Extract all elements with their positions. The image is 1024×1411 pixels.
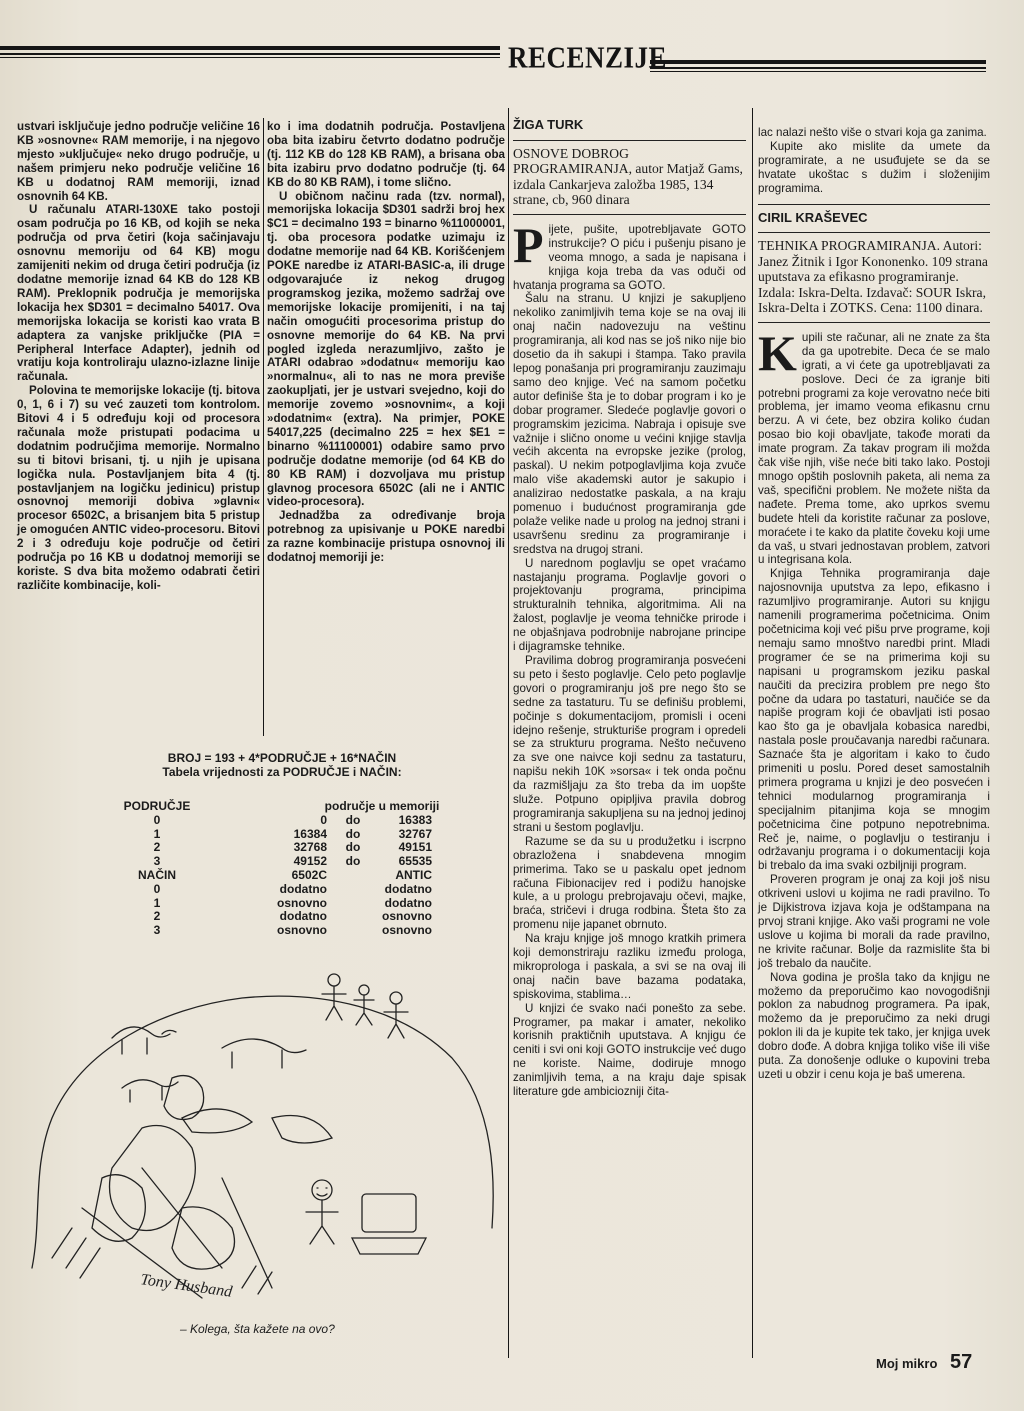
- value-cell: 1: [153, 826, 161, 841]
- paragraph: U knjizi će svako naći ponešto za sebe. Programer, pa makar i amater, nekoliko korisnih praktičnih uputstava. A knjigu će ceniti i svi oni koji GOTO instrukcije već dugo ne koriste. Naime, dodiruje mnogo zanimljivih tema, a na kraju daje spisak literature gde ambiciozniji čita-: [513, 1001, 746, 1099]
- header-cell: područje u memoriji: [324, 799, 440, 813]
- value-cell: 1: [153, 895, 161, 910]
- value-cell: dodatno: [384, 881, 432, 896]
- paragraph: Proveren program je onaj za koji još nisu otkriveni uslovi u kojima ne radi pravilno. To je Dijkistrova izjava koja je odštampana na prvoj strani knjige. Ako vaši programi ne vole uslove u kojima bi morali da rade pravilno, ne krivite računar. Bolje da razmislite šta bi još trebalo da naučite.: [758, 873, 990, 970]
- memory-table: [62, 751, 502, 938]
- value-cell: 3: [153, 923, 161, 938]
- header-rule-left-thick: [0, 46, 500, 50]
- paragraph: Kupite ako mislite da umete da programirate, a ne usuđujete se da se hvatate ukoštac s dužim i složenijim programima.: [758, 139, 990, 195]
- paragraph: Šalu na stranu. U knjizi je sakupljeno nekoliko zanimljivih tema koje se na ovaj ili onaj način nadovezuju na veštinu programiranja, ali kod nas se još niko nije bio dosetio da ih sakupi i štampa. Tako pravila lepog ponašanja pri programiranju zauzimaju samo deo knjige. Već na samom početku autor definiše šta je to dobar program i ko je dobar programer. Sledeće poglavlje govori o programskim jezicima. Nabraja i opisuje sve važnije i slično onome u većini knjige stavlja većih akcenta na evropske jezike (prolog, paskal). U nekim potpoglavljima koja zvuče malo više akademski autor je sakupio i analizirao nedostatke paskala, a na kraju pomenuo i budućnost programiranja gde polaže velike nade u prolog na jednoj strani i usavršenu sredinu za programiranje i sredstva na drugoj strani.: [513, 292, 746, 556]
- paragraph: Pravilima dobrog programiranja posvećeni su peto i šesto poglavlje. Celo peto poglavlje govori o programiranju još pre nego što se sedne za tastaturu. Tu se definišu problemi, počinje s dokumentacijom, promisli i oceni idejno rešenje, strukturiše program i opredeli se za strukturu programa. Nešto nečuveno za sve one naivce koji sednu za tastaturu, napišu nekih 10K »sorsa« i tek onda počnu da razmišljaju za što treba da im uopšte služe. Potpuno opipljiva pravila dobrog programiranja sakupljena su na jednoj jedinoj strani u šestom poglavlju.: [513, 654, 746, 834]
- paragraph: upili ste računar, ali ne znate za šta da ga upotrebite. Deca će se malo igrati, a vi ćete ga upotrebljavati za poslove. Deci će za igranje biti potrebni programi za koje verovatno neće biti problema, jer imamo veoma efikasnu crnu berzu. A vi ćete, bez obzira koliko ćudan posao bio koji obavljate, takođe morati da imate program. Za takav program ili možda čak više njih, više neće biti tako lako. Postoji mnogo opštih poslovnih paketa, ali nema za vaš, specifični problem. Ne možete ništa da nađete. Prema tome, ako uprkos svemu budete hteli da koristite računar za poslove, moraćete i te kako da platite čoveku koji ume da vaš, u stvari jednostavan problem, zatvori u integrisana kola.: [758, 330, 990, 567]
- paragraph: Knjiga Tehnika programiranja daje najosnovnija uputstva za lepo, efikasno i razumljivo programiranje. Autori su knjigu namenili programerima početnicima. Onim početnicima koji već pišu prve programe, koji nemaju samo mnoštvo naredbi print. Mladi programer će se na primerima koji su napisani u programskom jeziku paskal naučiti da precizira problem pre nego što počne da udara po tastaturi, naučiće se da napiše program koji će obavljati isti posao kao što ga je obavljala kobasica naredbi, nastala posle proučavanja naredbi računara. Saznaće šta je algoritam i kako to čudo primeniti u poslu. Pored deset samostalnih primera programa u knjizi je deo posvećen i tehnici modularnog programiranja i specijalnim pitanjima koja se mnogim početnicima čine potpuno nepotrebnima. Reč je, naime, o poglavlju o testiranju i održavanju programa i o dokumentaciji koja bi trebalo da ima svaki ozbiljniji program.: [758, 567, 990, 873]
- paragraph: U narednom poglavlju se opet vraćamo nastajanju programa. Poglavlje govori o projektovanju programa, principima strukturalnih tehnika, algoritmima. Ali na žalost, poglavlje je veoma tehničke prirode i ne objašnjava podrobnije nabrojane principe i dijagramske tehnike.: [513, 556, 746, 654]
- value-cell: do: [345, 812, 361, 827]
- value-cell: ANTIC: [395, 867, 432, 882]
- header-cell: PODRUČJE: [123, 799, 191, 813]
- cartoon-illustration: [22, 968, 500, 1318]
- value-cell: 6502C: [291, 867, 327, 882]
- value-cell: osnovno: [277, 923, 327, 938]
- value-cell: do: [345, 826, 361, 841]
- value-cell: do: [345, 840, 361, 855]
- value-cell: osnovno: [277, 895, 327, 910]
- paragraph: Nova godina je prošla tako da knjigu ne možemo da preporučimo kao novogodišnji poklon za nabudnog programera. Pa ipak, možemo da je preporučimo za neki drugi poklon ili da je kupite tek tako, jer knjiga uvek dobro dođe. A dobra knjiga toliko više ili više puta. Za donošenje odluke o kupovini treba uzeti u obzir i cenu koja je baš umerena.: [758, 970, 991, 1081]
- header-rule-left-thin: [0, 53, 500, 55]
- value-cell: 16384: [293, 826, 327, 841]
- column-divider-1: [263, 118, 264, 736]
- paragraph: U računalu ATARI-130XE tako postoji osam područja po 16 KB, od kojih se neka područja od prva četiri (koja sačinjavaju osnovnu memoriju od 64 KB) mogu zamijeniti nekim od druga četiri područja (iz dodatne memorije iznad 64 KB do 128 KB RAM). Preklopnik područja je memorijska lokacija hex $D301 = decimalno 54017. Ova memorijska lokacija se koristi kao vrata B adaptera za vanjske priključke (PIA = Peripheral Interface Adapter), jednih od vratiju koja kontroliraju ulazno-izlazne linije računala.: [17, 203, 260, 384]
- magazine-name: Moj mikro: [876, 1356, 938, 1371]
- value-cell: 0: [153, 812, 161, 827]
- article-column-2: [267, 120, 505, 565]
- section-title: RECENZIJE: [508, 39, 668, 75]
- book-info: OSNOVE DOBROG PROGRAMIRANJA, autor Matjaž Gams, izdala Cankarjeva založba 1985, 134 strane, cb, 960 dinara: [513, 140, 746, 215]
- paragraph: lac nalazi nešto više o stvari koja ga zanima.: [758, 126, 987, 139]
- column-divider-2: [508, 108, 509, 1358]
- table-caption: Tabela vrijednosti za PODRUČJE i NAČIN:: [162, 764, 402, 779]
- value-cell: dodatno: [384, 895, 432, 910]
- right-header: [282, 800, 482, 814]
- value-cell: 32768: [293, 840, 327, 855]
- article-column-1: [17, 120, 260, 593]
- cartoon-caption: – Kolega, šta kažete na ovo?: [180, 1322, 335, 1336]
- dropcap: K: [758, 324, 797, 381]
- review-author: CIRIL KRAŠEVEC: [758, 204, 990, 225]
- value-cell: 49152: [293, 854, 327, 869]
- value-cell: 0: [153, 881, 161, 896]
- value-cell: 2: [153, 840, 161, 855]
- value-cell: do: [345, 854, 361, 869]
- paragraph: Polovina te memorijske lokacije (tj. bitova 0, 1, 6 i 7) su već zauzeti tom kontrolom. Bitovi 4 i 5 određuju koji od procesora računala može pristupati podacima u dodatnim područjima memorije. Normalno su ti bitovi brisani, tj. u njih je upisana logička nula. Postavljanjem bita 4 (tj. postavljanjem na logičku jedinicu) pristup osnovnoj memoriji dobiva »glavni« procesor 6502C, a brisanjem bita 5 pristup je omogućen ANTIC video-procesoru. Bitovi 2 i 3 određuju koje područje od četiri područja po 16 KB u dodatnoj memoriji se koriste. S dva bita možemo odabrati četiri različite kombinacije, koli-: [17, 384, 260, 592]
- value-cell: 16383: [398, 812, 432, 827]
- review-column-1: [513, 118, 746, 1099]
- column-divider-3: [752, 108, 753, 1358]
- paragraph: Razume se da su u produžetku i iscrpno obrazložena i snabdevena mnogim primerima. Tako se u paskalu opet jednom računa Fibionacijev red i podižu hanojske kule, a u prologu prebrojavaju očevi, majke, braća, stričevi i druga rodbina. Šteta što za promenu nije japanet obrnuto.: [513, 834, 746, 932]
- header-rule-left-thin2: [0, 57, 500, 58]
- value-cell: dodatno: [279, 881, 327, 896]
- paragraph: U običnom načinu rada (tzv. normal), memorijska lokacija $D301 sadrži broj hex $C1 = decimalno 193 = binarno %11000001, tj. oba procesora podatke uzimaju iz dodatne memorije nad 64 KB. Korišćenjem POKE naredbe iz ATARI-BASIC-a, ili druge odgovarajuće iz nekog drugog programskog jezika, možemo sadržaj ove memorijske lokacije promijeniti, i na taj način omogućiti procesorima pristup do osnovne memorije do 64 KB. Na prvi pogled izgleda nerazumljivo, zašto je ATARI odabrao »dodatnu« memoriju kao »normalnu«, ali to nas ne mora previše zaokupljati, jer je ustvari svejedno, koji do memorije zovemo »osnovnim«, a koji »dodatnim« (extra). Na primjer, POKE 54017,225 (decimalno 225 = hex $E1 = binarno %11100001) odabire samo prvo područje dodatne memorije (od 64 KB do 80 KB RAM) i dozvoljava mu pristup glavnog procesora 6502C (ali ne i ANTIC video-procesora).: [267, 189, 505, 509]
- paragraph: Jednadžba za određivanje broja potrebnog za upisivanje u POKE naredbi za razne kombinacije pristupa osnovnoj ili dodatnoj memoriji je:: [267, 509, 505, 565]
- right-col-c: [362, 814, 432, 938]
- review-author: ŽIGA TURK: [513, 117, 584, 132]
- value-cell: 2: [153, 909, 161, 924]
- paragraph: ustvari isključuje jedno područje veličine 16 KB »osnovne« RAM memorije, i na njegovo mjesto »uključuje« neko drugo područje, u našem primjeru neko područje veličine 16 KB u dodatnoj RAM memoriji, iznad osnovnih 64 KB.: [17, 120, 260, 203]
- paragraph: ijete, pušite, upotrebljavate GOTO instrukcije? O piću i pušenju pisano je veoma mnogo, a sada je napisana i knjiga koja treba da vas oduči od hvatanja programa sa GOTO.: [513, 222, 746, 292]
- value-cell: osnovno: [382, 909, 432, 924]
- cartoon-signature: Tony Husband: [139, 1271, 234, 1301]
- paragraph: Na kraju knjige još mnogo kratkih primera koji demonstriraju razliku između prologa, mikroprologa i paskala, a svi se na ovaj ili onaj način bave bazama podataka, spiskovima, stablima…: [513, 932, 746, 1001]
- header-rule-right-thin2: [650, 71, 986, 72]
- left-column: [102, 800, 212, 938]
- header-rule-right-thick: [650, 60, 986, 64]
- right-col-a: [267, 814, 327, 938]
- value-cell: osnovno: [382, 923, 432, 938]
- review-column-2: [758, 126, 990, 1082]
- value-cell: 3: [153, 854, 161, 869]
- page-number: 57: [950, 1351, 973, 1373]
- value-cell: 49151: [398, 840, 432, 855]
- paragraph: ko i ima dodatnih područja. Postavljena oba bita izabiru četvrto dodatno područje (tj. 112 KB do 128 KB RAM), a brisana oba bita izabiru prvo dodatno područje (tj. 64 KB do 80 KB RAM), i tome slično.: [267, 120, 505, 189]
- value-cell: 0: [320, 812, 327, 827]
- header-rule-right-thin: [650, 67, 986, 69]
- book-info: TEHNIKA PROGRAMIRANJA. Autori: Janez Žitnik i Igor Kononenko. 109 strana uputstava za efikasno programiranje. Izdala: Iskra-Delta. Izdavač: SOUR Iskra, Iskra-Delta i ZOTKS. Cena: 1100 dinara.: [758, 232, 990, 323]
- header-cell: NAČIN: [138, 867, 176, 882]
- formula: BROJ = 193 + 4*PODRUČJE + 16*NAČIN: [167, 751, 397, 765]
- dropcap: P: [513, 216, 544, 273]
- value-cell: 65535: [398, 854, 432, 869]
- value-cell: dodatno: [279, 909, 327, 924]
- value-cell: 32767: [398, 826, 432, 841]
